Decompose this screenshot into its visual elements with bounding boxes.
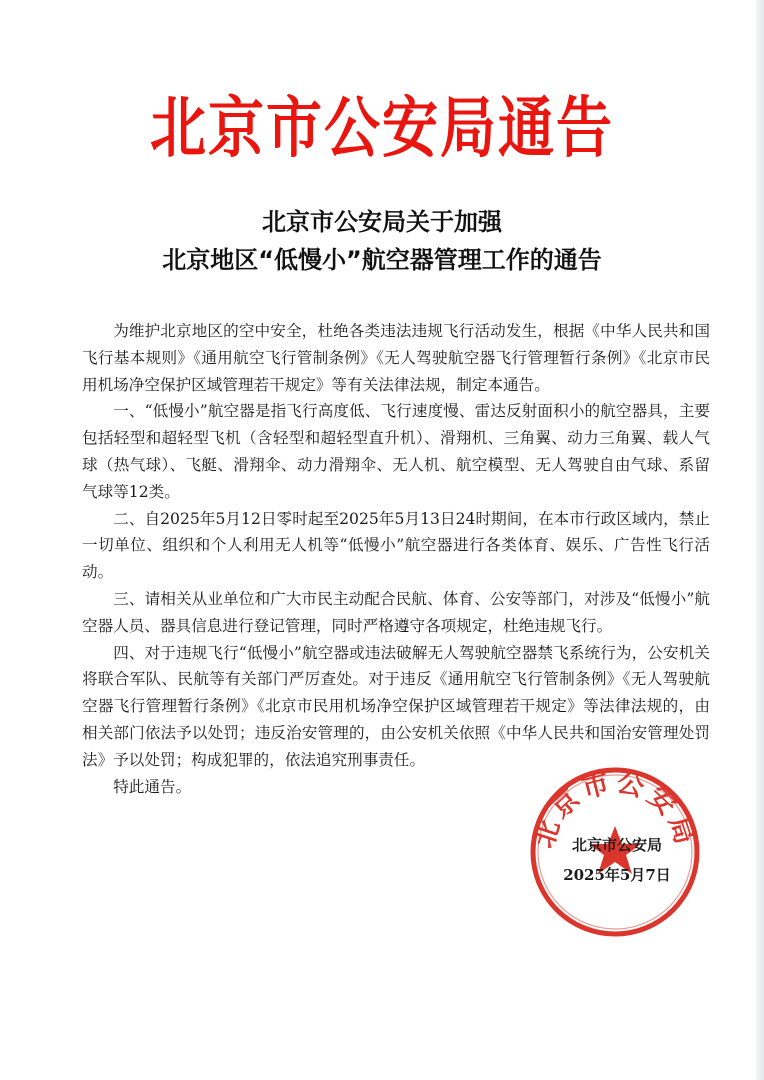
paragraph-article-1: 一、“低慢小”航空器是指飞行高度低、飞行速度慢、雷达反射面积小的航空器具，主要包括轻型和超轻型飞机（含轻型和超轻型直升机）、滑翔机、三角翼、动力三角翼、载人气球（热气球）、飞艇、滑翔伞、动力滑翔伞、无人机、航空模型、无人驾驶自由气球、系留气球等12类。 xyxy=(82,402,710,501)
signature-block xyxy=(562,830,672,890)
issue-date: 2025年5月7日 xyxy=(563,866,671,884)
notice-title-line-1: 北京市公安局关于加强 xyxy=(262,208,502,236)
paragraph-article-2: 二、自2025年5月12日零时起至2025年5月13日24时期间，在本市行政区域内，禁止一切单位、组织和个人利用无人机等“低慢小”航空器进行各类体育、娱乐、广告性飞行活动。 xyxy=(82,509,710,582)
paragraph-preamble: 为维护北京地区的空中安全，杜绝各类违法违规飞行活动发生，根据《中华人民共和国飞行基本规则》《通用航空飞行管制条例》《无人驾驶航空器飞行管理暂行条例》《北京市民用机场净空保护区域管理若干规定》等有关法律法规，制定本通告。 xyxy=(82,322,710,394)
paragraph-closing: 特此通告。 xyxy=(113,777,192,796)
svg-text:北京市公安局: 北京市公安局 xyxy=(528,766,702,852)
issuing-organization: 北京市公安局 xyxy=(571,836,662,854)
notice-body xyxy=(82,318,710,800)
paragraph-article-3: 三、请相关从业单位和广大市民主动配合民航、体育、公安等部门，对涉及“低慢小”航空器人员、器具信息进行登记管理，同时严格遵守各项规定，杜绝违规飞行。 xyxy=(82,589,710,635)
masthead-title: 北京市公安局通告 xyxy=(150,90,614,168)
page-edge xyxy=(756,0,764,1080)
notice-title-line-2: 北京地区“低慢小”航空器管理工作的通告 xyxy=(162,246,602,274)
paragraph-article-4: 四、对于违规飞行“低慢小”航空器或违法破解无人驾驶航空器禁飞系统行为，公安机关将联合军队、民航等有关部门严厉查处。对于违反《通用航空飞行管制条例》《无人驾驶航空器飞行管理暂行条例》《北京市民用机场净空保护区域管理若干规定》等法律法规的，由相关部门依法予以处罚；违反治安管理的，由公安机关依照《中华人民共和国治安管理处罚法》予以处罚；构成犯罪的，依法追究刑事责任。 xyxy=(82,643,710,769)
